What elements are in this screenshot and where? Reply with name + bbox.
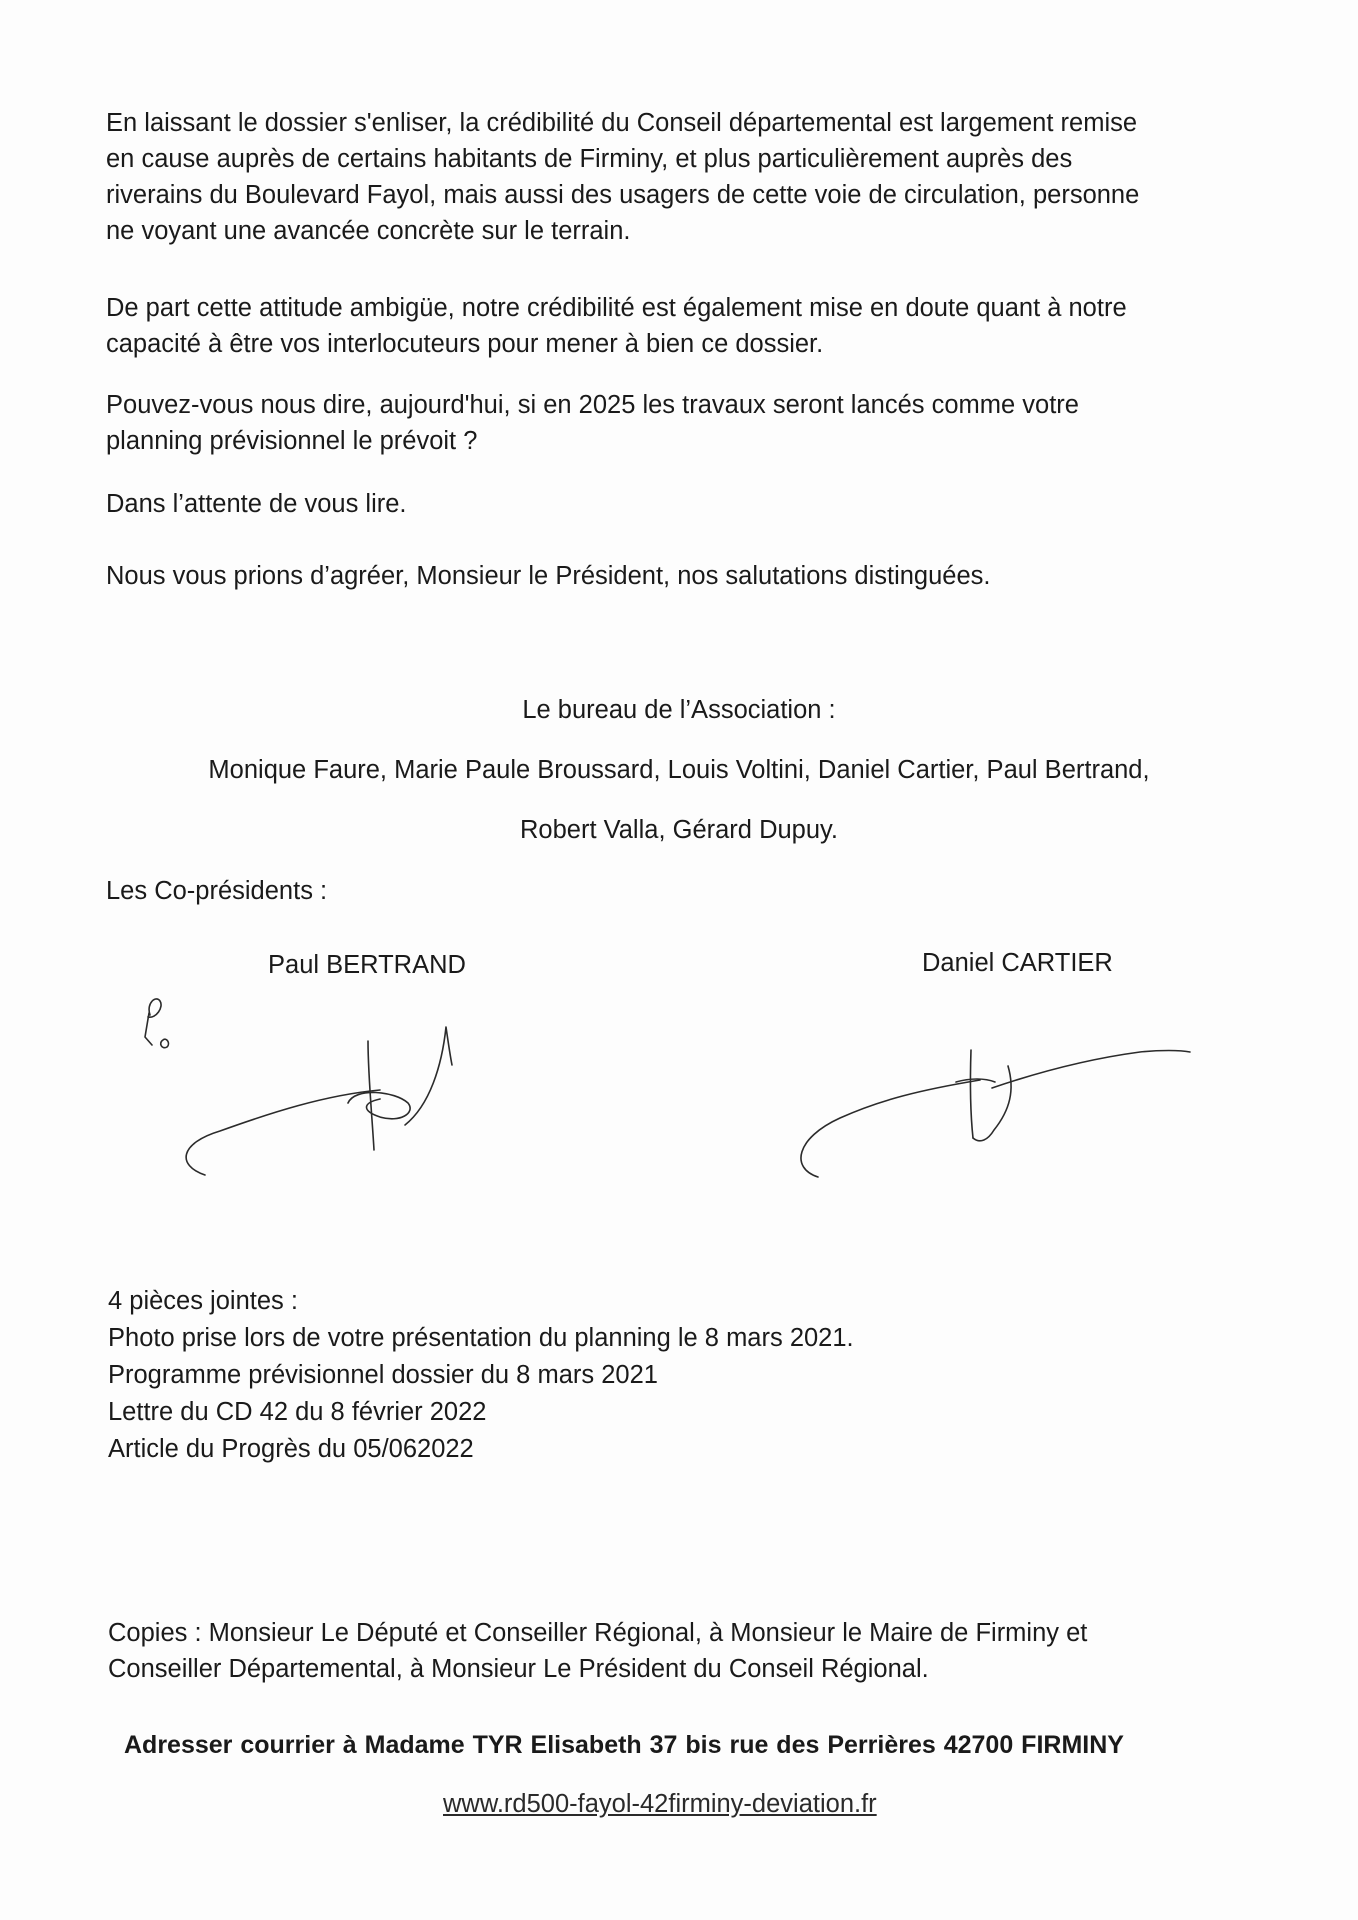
paragraph-question — [106, 387, 1266, 459]
attachments-title: 4 pièces jointes : — [108, 1287, 298, 1315]
paragraph-attitude — [106, 290, 1266, 362]
bureau-title: Le bureau de l’Association : — [522, 696, 836, 724]
signature-daniel-cartier — [780, 1030, 1200, 1190]
text-line: ne voyant une avancée concrète sur le terrain. — [106, 217, 631, 245]
text-line: Copies : Monsieur Le Député et Conseiller Régional, à Monsieur le Maire de Firminy et — [108, 1619, 1088, 1647]
attachments-list — [108, 1283, 854, 1468]
text-line: Nous vous prions d’agréer, Monsieur le Président, nos salutations distinguées. — [106, 562, 991, 590]
copresidents-label: Les Co-présidents : — [106, 877, 328, 905]
text-line: capacité à être vos interlocuteurs pour mener à bien ce dossier. — [106, 330, 824, 358]
attachment-item: Lettre du CD 42 du 8 février 2022 — [108, 1398, 487, 1426]
attachment-item: Programme prévisionnel dossier du 8 mars 2021 — [108, 1361, 658, 1389]
text-line: Pouvez-vous nous dire, aujourd'hui, si en 2025 les travaux seront lancés comme votre — [106, 391, 1079, 419]
bureau-members: Monique Faure, Marie Paule Broussard, Louis Voltini, Daniel Cartier, Paul Bertrand, — [208, 756, 1150, 784]
text-line: riverains du Boulevard Fayol, mais aussi des usagers de cette voie de circulation, personne — [106, 181, 1140, 209]
mailing-address: Adresser courrier à Madame TYR Elisabeth 37 bis rue des Perrières 42700 FIRMINY — [124, 1731, 1124, 1759]
signatory-name: Daniel CARTIER — [922, 949, 1113, 977]
paragraph-waiting — [106, 486, 1266, 522]
copies-recipients — [108, 1615, 1087, 1687]
text-line: Dans l’attente de vous lire. — [106, 490, 407, 518]
website-link[interactable]: www.rd500-fayol-42firminy-deviation.fr — [443, 1790, 877, 1818]
text-line: De part cette attitude ambigüe, notre crédibilité est également mise en doute quant à notre — [106, 294, 1127, 322]
paragraph-closing — [106, 558, 1266, 594]
text-line: Conseiller Départemental, à Monsieur Le Président du Conseil Régional. — [108, 1655, 929, 1683]
text-line: planning prévisionnel le prévoit ? — [106, 427, 478, 455]
text-line: en cause auprès de certains habitants de Firminy, et plus particulièrement auprès des — [106, 145, 1073, 173]
signature-paul-bertrand — [130, 985, 510, 1195]
attachment-item: Article du Progrès du 05/062022 — [108, 1435, 474, 1463]
paragraph-credibility — [106, 105, 1266, 249]
bureau-members: Robert Valla, Gérard Dupuy. — [520, 816, 838, 844]
signatory-name: Paul BERTRAND — [268, 951, 466, 979]
attachment-item: Photo prise lors de votre présentation du planning le 8 mars 2021. — [108, 1324, 854, 1352]
text-line: En laissant le dossier s'enliser, la crédibilité du Conseil départemental est largement remise — [106, 109, 1138, 137]
